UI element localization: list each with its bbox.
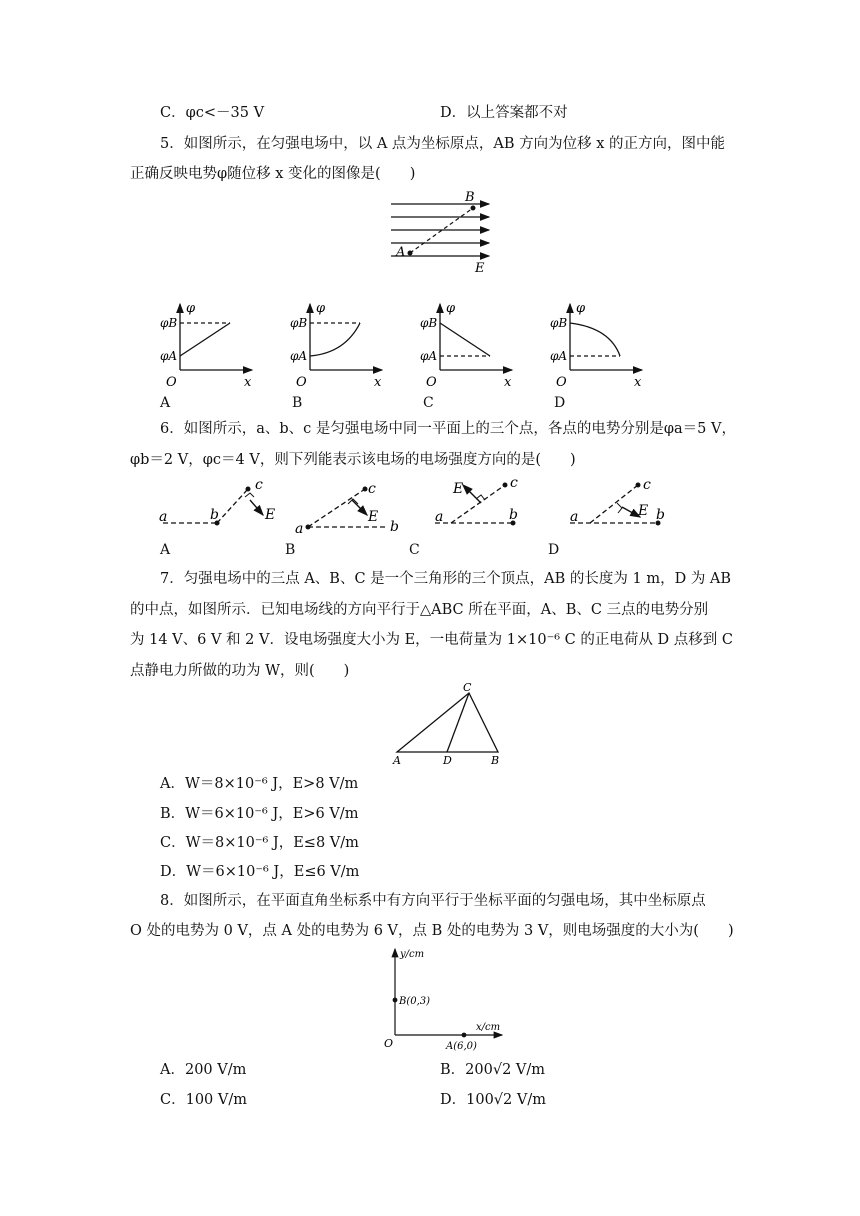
q8-option-a: A．200 V/m <box>160 1062 247 1078</box>
q6-figure-a <box>155 475 290 535</box>
q6-option-c-label: C <box>409 542 420 558</box>
q4-option-d: D．以上答案都不对 <box>440 105 568 121</box>
q7-label-a: A <box>393 754 401 767</box>
graph-a-phia: φA <box>160 349 178 363</box>
graph-a-origin: O <box>166 375 177 390</box>
q7-stem-line2: 的中点，如图所示．已知电场线的方向平行于△ABC 所在平面，A、B、C 三点的电势分别 <box>130 602 709 618</box>
graph-b-phia: φA <box>290 349 308 363</box>
q8-coordinate-figure <box>380 943 510 1053</box>
q6d-label-c: c <box>643 477 651 493</box>
graph-d-phi: φ <box>576 301 586 316</box>
q6b-label-c: c <box>368 481 376 497</box>
q6a-label-e: E <box>265 507 276 523</box>
graph-c-phi: φ <box>446 301 456 316</box>
graph-d-phib: φB <box>550 316 568 330</box>
q7-label-b: B <box>491 754 500 767</box>
q5-field-figure <box>385 188 495 278</box>
q5-label-b: B <box>465 190 475 205</box>
q4-option-c: C．φc<－35 V <box>160 105 265 121</box>
q7-stem-line4: 点静电力所做的功为 W，则( ) <box>130 663 350 679</box>
q8-label-a: A(6,0) <box>446 1041 477 1052</box>
q8-axis-y: y/cm <box>400 949 425 960</box>
q6-option-a-label: A <box>160 542 171 558</box>
q6a-label-c: c <box>255 477 263 493</box>
q8-axis-x: x/cm <box>476 1022 501 1033</box>
q5-label-a: A <box>396 245 406 260</box>
q6b-label-b: b <box>390 519 399 535</box>
q6-figure-b <box>290 475 410 535</box>
graph-c-phia: φA <box>420 349 438 363</box>
graph-a-x: x <box>244 375 252 390</box>
graph-a-phi: φ <box>186 301 196 316</box>
q6c-label-b: b <box>509 507 518 523</box>
q6c-label-e: E <box>453 481 464 497</box>
q6-figure-c <box>425 475 545 535</box>
q5-option-d-label: D <box>554 395 566 411</box>
q7-triangle-figure <box>385 680 515 770</box>
q6b-label-e: E <box>368 509 379 525</box>
q5-option-c-label: C <box>423 395 434 411</box>
q6a-label-a: a <box>159 509 168 525</box>
q7-label-d: D <box>443 754 452 767</box>
graph-c-x: x <box>504 375 512 390</box>
graph-d-phia: φA <box>550 349 568 363</box>
graph-c-phib: φB <box>420 316 438 330</box>
q6-option-b-label: B <box>285 542 296 558</box>
q7-stem-line3: 为 14 V、6 V 和 2 V．设电场强度大小为 E，一电荷量为 1×10⁻⁶ C 的正电荷从 D 点移到 C <box>130 632 733 648</box>
graph-c-origin: O <box>426 375 437 390</box>
graph-b-phib: φB <box>290 316 308 330</box>
graph-b-phi: φ <box>316 301 326 316</box>
q6d-label-b: b <box>656 507 665 523</box>
q6-figure-d <box>560 475 680 535</box>
q5-graph-c <box>420 298 525 390</box>
q7-option-d: D．W＝6×10⁻⁶ J，E≤6 V/m <box>160 864 360 880</box>
q7-option-a: A．W＝8×10⁻⁶ J，E>8 V/m <box>160 776 359 792</box>
q5-stem-line1: 5．如图所示，在匀强电场中，以 A 点为坐标原点，AB 方向为位移 x 的正方向，图中能 <box>160 136 726 152</box>
q5-graph-b <box>290 298 395 390</box>
q6d-label-a: a <box>570 509 579 525</box>
q8-option-d: D．100√2 V/m <box>440 1092 546 1108</box>
q5-label-e: E <box>475 261 485 276</box>
q8-stem-line1: 8．如图所示，在平面直角坐标系中有方向平行于坐标平面的匀强电场，其中坐标原点 <box>160 893 706 909</box>
graph-d-x: x <box>634 375 642 390</box>
q6a-label-b: b <box>210 507 219 523</box>
q6b-label-a: a <box>295 521 304 535</box>
q7-option-b: B．W＝6×10⁻⁶ J，E>6 V/m <box>160 806 359 822</box>
graph-a-phib: φB <box>160 316 178 330</box>
graph-b-x: x <box>374 375 382 390</box>
q8-option-c: C．100 V/m <box>160 1092 247 1108</box>
q6c-label-a: a <box>435 509 444 525</box>
q8-label-o: O <box>384 1037 394 1050</box>
q6-stem-line2: φb＝2 V，φc＝4 V，则下列能表示该电场的电场强度方向的是( ) <box>130 452 576 468</box>
q6-option-d-label: D <box>548 542 560 558</box>
q5-graph-d <box>550 298 655 390</box>
q6c-label-c: c <box>510 475 518 491</box>
q8-label-b: B(0,3) <box>399 996 431 1007</box>
graph-b-origin: O <box>296 375 307 390</box>
q6d-label-e: E <box>638 503 649 519</box>
q5-option-a-label: A <box>160 395 171 411</box>
q8-stem-line2: O 处的电势为 0 V，点 A 处的电势为 6 V，点 B 处的电势为 3 V，则电场强度的大小为( ) <box>130 923 734 939</box>
q7-label-c: C <box>463 681 472 694</box>
graph-d-origin: O <box>556 375 567 390</box>
q5-option-b-label: B <box>292 395 303 411</box>
q6-stem-line1: 6．如图所示，a、b、c 是匀强电场中同一平面上的三个点，各点的电势分别是φa＝5 V， <box>160 421 736 437</box>
q5-graph-a <box>160 298 265 390</box>
q8-option-b: B．200√2 V/m <box>440 1062 546 1078</box>
q7-stem-line1: 7．匀强电场中的三点 A、B、C 是一个三角形的三个顶点，AB 的长度为 1 m，D 为 AB <box>160 571 732 587</box>
q7-option-c: C．W＝8×10⁻⁶ J，E≤8 V/m <box>160 835 359 851</box>
q5-stem-line2: 正确反映电势φ随位移 x 变化的图像是( ) <box>130 166 416 182</box>
